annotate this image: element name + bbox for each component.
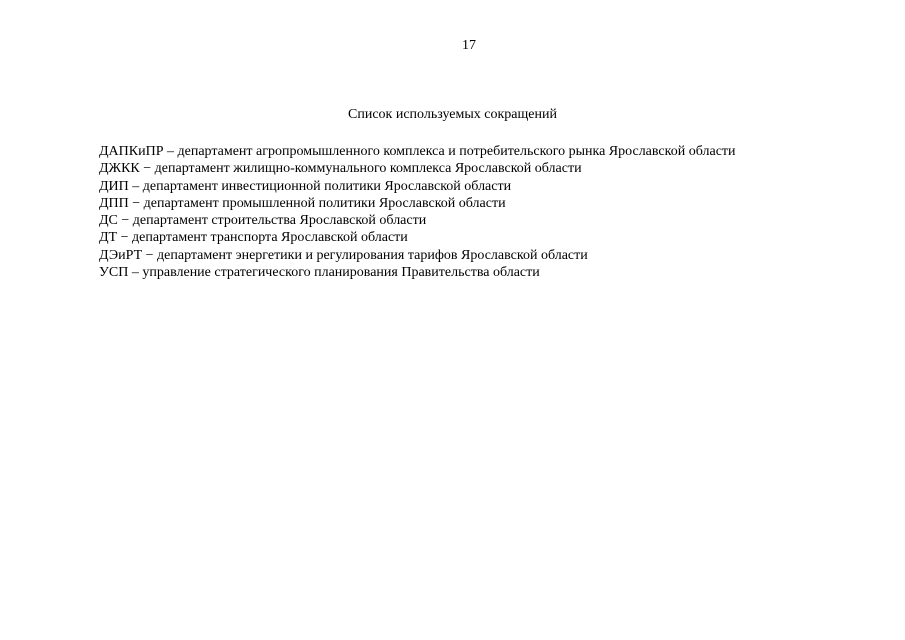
abbreviation-item: ДИП – департамент инвестиционной политики Ярославской области (99, 178, 512, 194)
page-number: 17 (462, 38, 476, 53)
abbreviation-item: ДПП − департамент промышленной политики Ярославской области (99, 195, 506, 211)
section-title: Список используемых сокращений (348, 107, 557, 122)
abbreviation-item: ДТ − департамент транспорта Ярославской области (99, 230, 408, 246)
abbreviation-item: УСП – управление стратегического планирования Правительства области (99, 265, 540, 281)
abbreviation-item: ДАПКиПР – департамент агропромышленного комплекса и потребительского рынка Ярославской области (99, 144, 736, 159)
abbreviation-item: ДС − департамент строительства Ярославской области (99, 213, 427, 229)
abbreviation-item: ДЖКК − департамент жилищно-коммунального комплекса Ярославской области (99, 161, 582, 177)
abbreviation-item: ДЭиРТ − департамент энергетики и регулирования тарифов Ярославской области (99, 247, 588, 263)
abbreviation-list (99, 143, 736, 281)
